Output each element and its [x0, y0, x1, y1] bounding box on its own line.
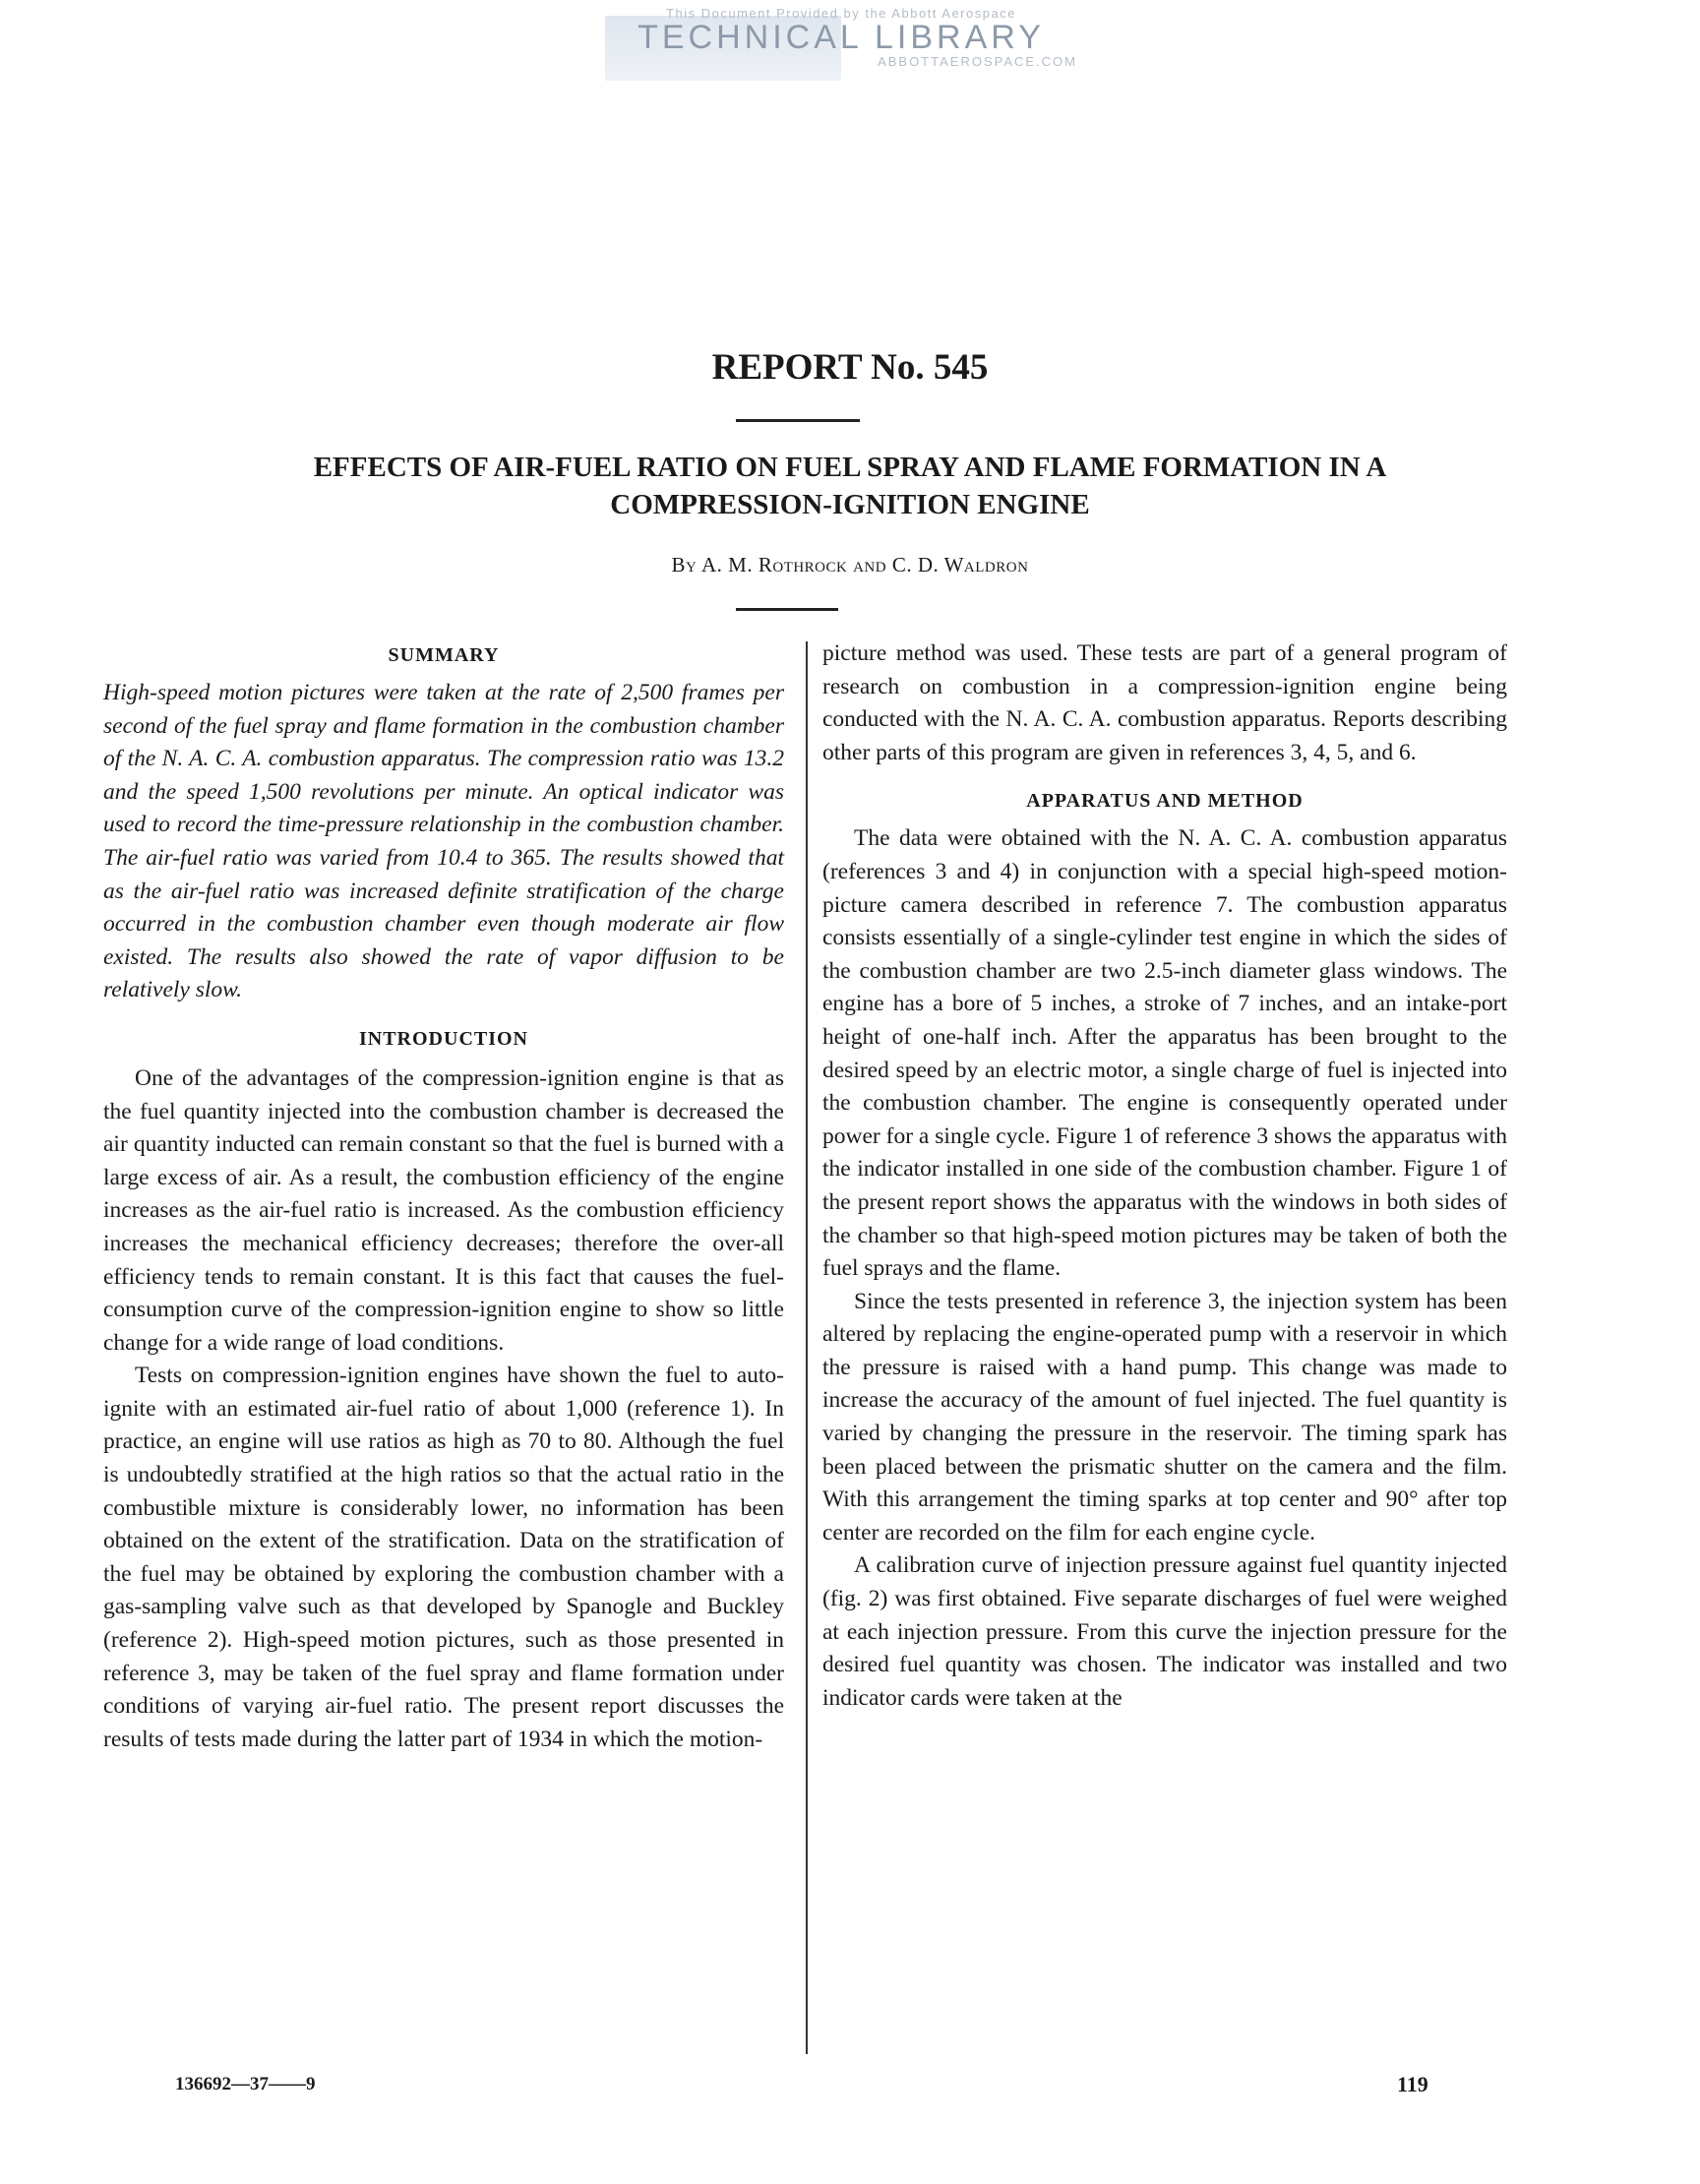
report-number: REPORT No. 545: [711, 347, 989, 388]
watermark-line3: ABBOTTAEROSPACE.COM: [878, 54, 1077, 69]
apparatus-heading: APPARATUS AND METHOD: [1026, 790, 1304, 813]
watermark-line2: TECHNICAL LIBRARY: [638, 19, 1045, 56]
summary-heading: SUMMARY: [388, 644, 500, 666]
paper-title-line1: EFFECTS OF AIR-FUEL RATIO ON FUEL SPRAY AND FLAME FORMATION IN A: [313, 452, 1387, 483]
page-number: 119: [1397, 2072, 1428, 2096]
title-rule-top: [736, 419, 860, 422]
introduction-heading: INTRODUCTION: [358, 1027, 529, 1050]
apparatus-paragraph-3: A calibration curve of injection pressure against fuel quantity injected (fig. 2) was first obtained. Five separate discharges of fuel were weighed at each injection pressure. From this curve the injection pressure for the desired fuel quantity was chosen. The indicator was installed and two indicator cards were taken at the: [822, 1552, 1507, 1711]
intro-paragraph-2: Tests on compression-ignition engines have shown the fuel to auto-ignite with an estimated air-fuel ratio of about 1,000 (reference 1). In practice, an engine will use ratios as high as 70 to 80. Although the fuel is undoubtedly stratified at the high ratios so that the actual ratio in the combustible mixture is considerably lower, no information has been obtained on the extent of the stratification. Data on the stratification of the fuel may be obtained by exploring the combustion chamber with a gas-sampling valve such as that developed by Spanogle and Buckley (reference 2). High-speed motion pictures, such as those presented in reference 3, may be taken of the fuel spray and flame formation under conditions of varying air-fuel ratio. The present report discusses the results of tests made during the latter part of 1934 in which the motion-: [103, 1363, 784, 1752]
right-column: [822, 637, 1507, 1715]
author-byline: By A. M. Rothrock and C. D. Waldron: [671, 553, 1029, 576]
paper-title-line2: COMPRESSION-IGNITION ENGINE: [610, 489, 1090, 520]
paper-title: [98, 449, 1602, 523]
summary-text: High-speed motion pictures were taken at the rate of 2,500 frames per second of the fuel spray and flame formation in the combustion chamber of the N. A. C. A. combustion apparatus. The compression ratio was 13.2 and the speed 1,500 revolutions per minute. An optical indicator was used to record the time-pressure relationship in the combustion chamber. The air-fuel ratio was varied from 10.4 to 365. The results showed that as the air-fuel ratio was increased definite stratification of the charge occurred in the combustion chamber even though moderate air flow existed. The results also showed the rate of vapor diffusion to be relatively slow.: [103, 680, 784, 1003]
watermark-line1: This Document Provided by the Abbott Aerospace: [666, 6, 1016, 21]
apparatus-paragraph-1: The data were obtained with the N. A. C. A. combustion apparatus (references 3 and 4) in conjunction with a special high-speed motion-picture camera described in reference 7. The combustion apparatus consists essentially of a single-cylinder test engine in which the sides of the combustion chamber are two 2.5-inch diameter glass windows. The engine has a bore of 5 inches, a stroke of 7 inches, and an intake-port height of one-half inch. After the apparatus has been brought to the desired speed by an electric motor, a single charge of fuel is injected into the combustion chamber. The engine is consequently operated under power for a single cycle. Figure 1 of reference 3 shows the apparatus with the indicator installed in one side of the combustion chamber. Figure 1 of the present report shows the apparatus with the windows in both sides of the chamber so that high-speed motion pictures may be taken of both the fuel sprays and the flame.: [822, 825, 1507, 1282]
watermark-logo: [605, 6, 1077, 104]
print-code: 136692—37——9: [175, 2074, 316, 2094]
title-rule-bottom: [736, 608, 838, 611]
apparatus-paragraph-2: Since the tests presented in reference 3, the injection system has been altered by replacing the engine-operated pump with a reservoir in which the pressure is raised with a hand pump. This change was made to increase the accuracy of the amount of fuel injected. The fuel quantity is varied by changing the pressure in the reservoir. The timing spark has been placed between the prismatic shutter on the camera and the film. With this arrangement the timing sparks at top center and 90° after top center are recorded on the film for each engine cycle.: [822, 1288, 1507, 1546]
left-column: [103, 637, 784, 1756]
column-divider: [806, 641, 808, 2054]
intro-continuation: picture method was used. These tests are part of a general program of research on combustion in a compression-ignition engine being conducted with the N. A. C. A. combustion apparatus. Reports describing other parts of this program are given in references 3, 4, 5, and 6.: [822, 640, 1507, 765]
intro-paragraph-1: One of the advantages of the compression-ignition engine is that as the fuel quantity injected into the combustion chamber is decreased the air quantity inducted can remain constant so that the fuel is burned with a large excess of air. As a result, the combustion efficiency of the engine increases as the air-fuel ratio is increased. As the combustion efficiency increases the mechanical efficiency decreases; therefore the over-all efficiency tends to remain constant. It is this fact that causes the fuel-consumption curve of the compression-ignition engine to show so little change for a wide range of load conditions.: [103, 1064, 784, 1356]
